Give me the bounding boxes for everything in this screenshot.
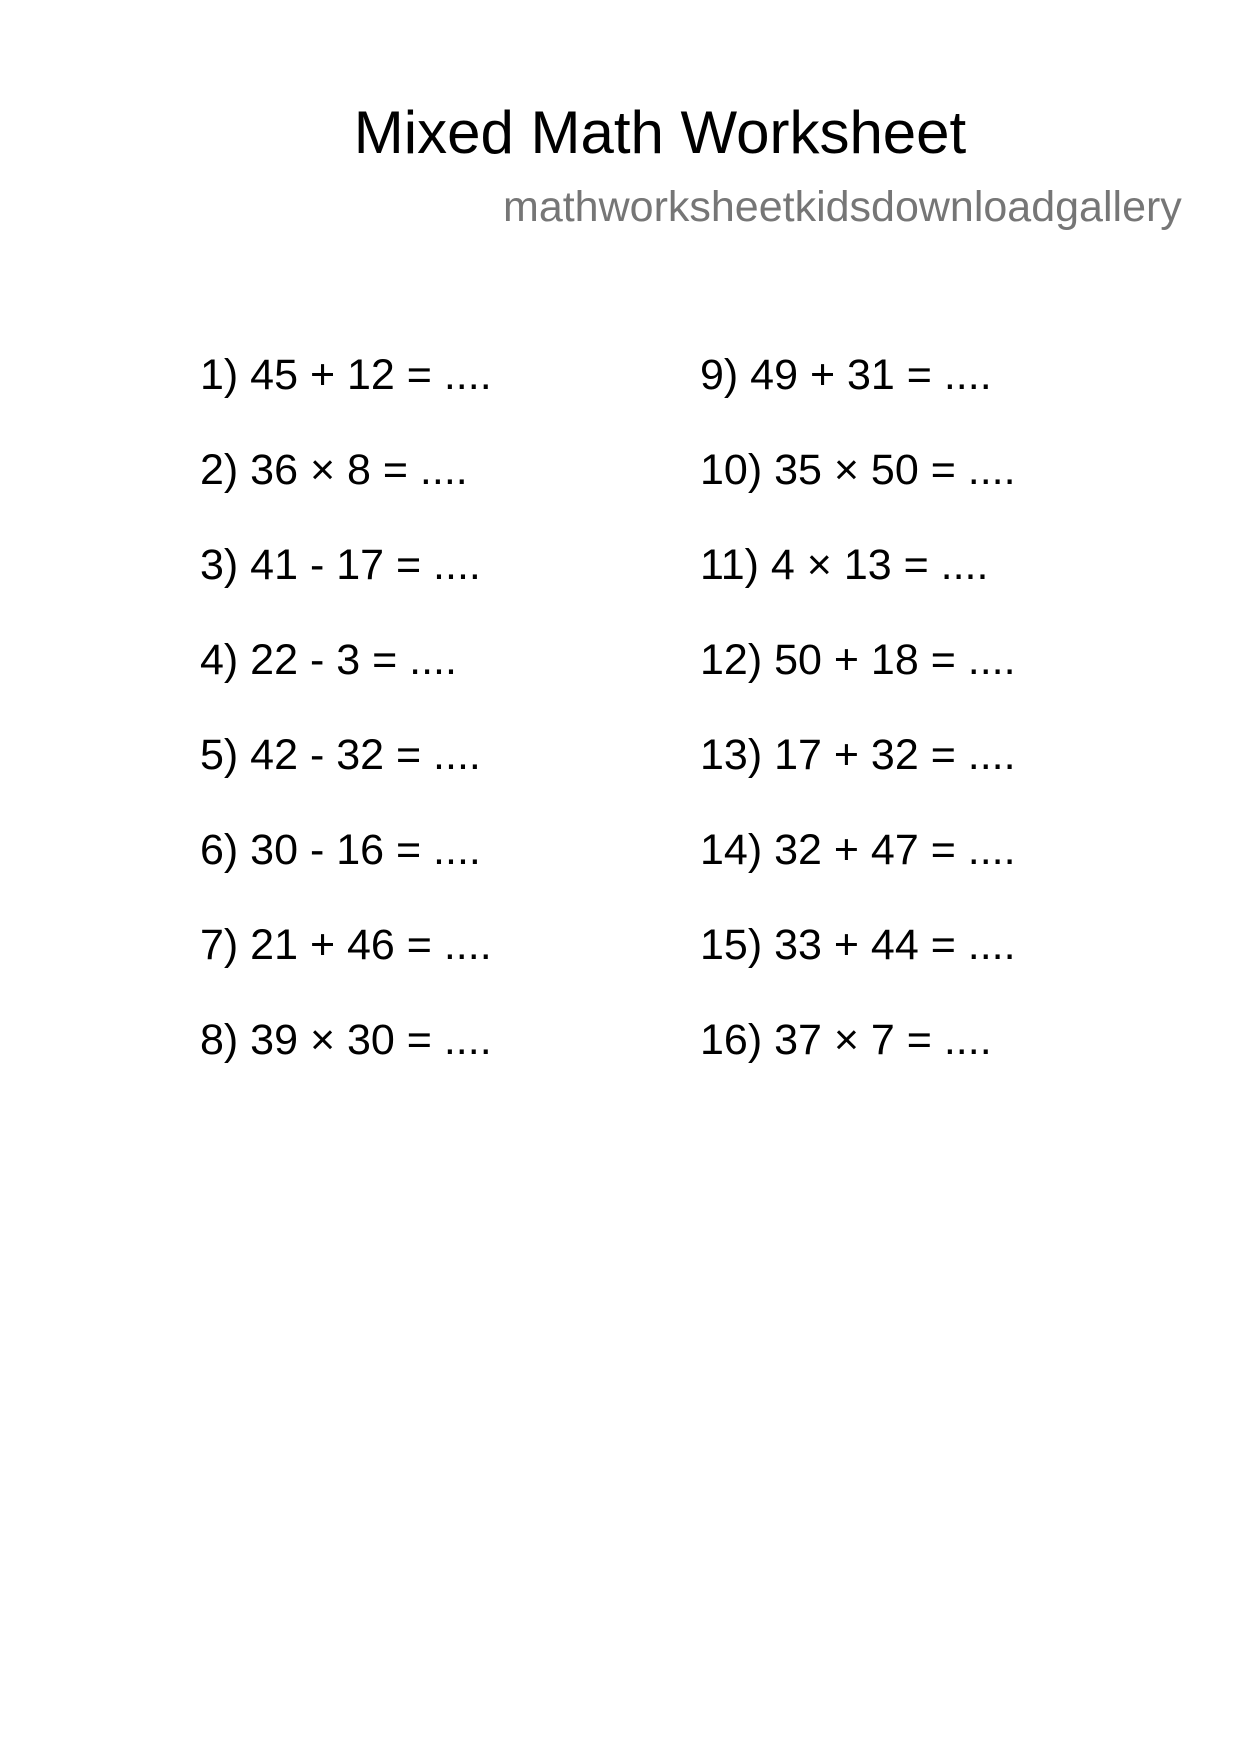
problem-12: 12) 50 + 18 = ....	[700, 636, 1016, 684]
problem-16: 16) 37 × 7 = ....	[700, 1016, 992, 1064]
problem-14: 14) 32 + 47 = ....	[700, 826, 1016, 874]
problem-6: 6) 30 - 16 = ....	[200, 826, 481, 874]
problem-15: 15) 33 + 44 = ....	[700, 921, 1016, 969]
problem-9: 9) 49 + 31 = ....	[700, 351, 992, 399]
problem-4: 4) 22 - 3 = ....	[200, 636, 457, 684]
problem-2: 2) 36 × 8 = ....	[200, 446, 468, 494]
problem-7: 7) 21 + 46 = ....	[200, 921, 492, 969]
problem-11: 11) 4 × 13 = ....	[700, 541, 989, 589]
problem-8: 8) 39 × 30 = ....	[200, 1016, 492, 1064]
problem-column-right	[700, 345, 1016, 1105]
page-title: Mixed Math Worksheet	[353, 99, 967, 166]
problem-column-left	[200, 345, 492, 1105]
problem-1: 1) 45 + 12 = ....	[200, 351, 492, 399]
problem-13: 13) 17 + 32 = ....	[700, 731, 1016, 779]
problem-10: 10) 35 × 50 = ....	[700, 446, 1016, 494]
page-subtitle: mathworksheetkidsdownloadgallery	[503, 183, 1182, 231]
problem-3: 3) 41 - 17 = ....	[200, 541, 481, 589]
problem-5: 5) 42 - 32 = ....	[200, 731, 481, 779]
